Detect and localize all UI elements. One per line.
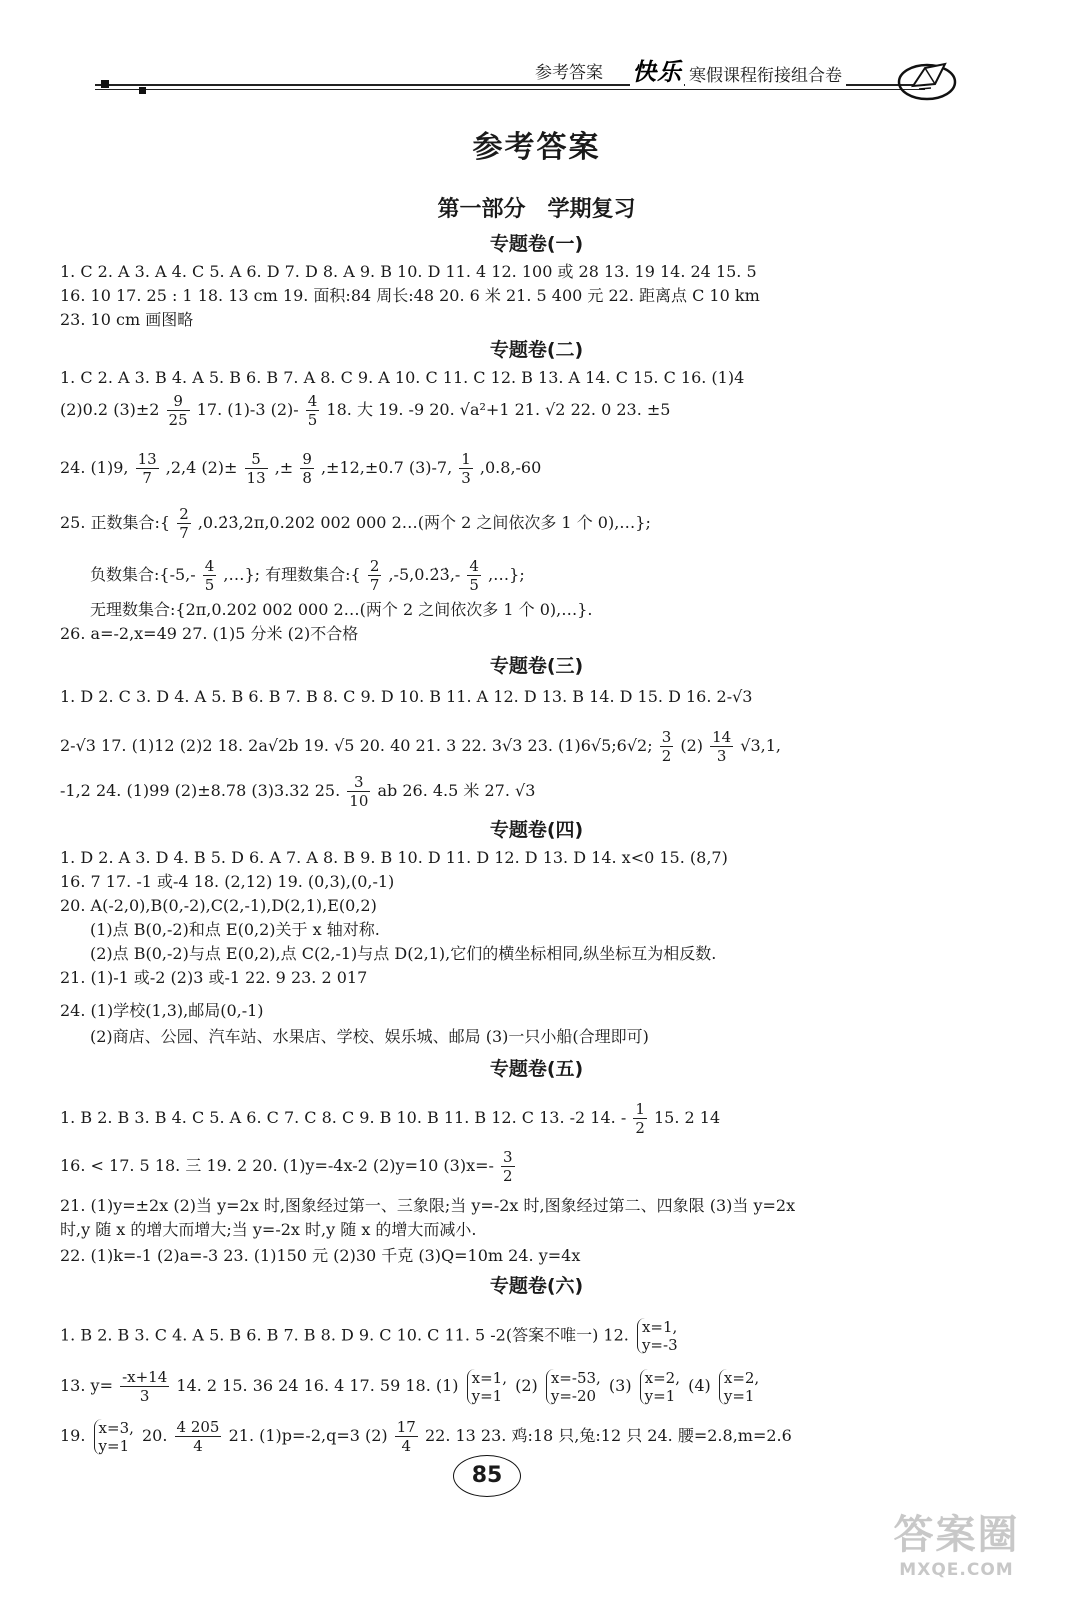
part-heading	[0, 192, 1073, 223]
answer-line: 23. 10 cm 画图略	[60, 310, 194, 329]
text-run: ,2,4 (2)±	[165, 458, 238, 477]
answer-line	[60, 392, 671, 429]
answer-line	[60, 728, 781, 765]
equation: y=1	[471, 1386, 503, 1405]
answer-line: 24. (1)学校(1,3),邮局(0,-1)	[60, 1001, 264, 1020]
numerator: 4 205	[176, 1418, 220, 1436]
text-run: 19.	[60, 1426, 86, 1445]
equation-system	[640, 1369, 680, 1405]
denominator: 4	[193, 1437, 203, 1455]
numerator: 3	[661, 728, 672, 746]
answer-line: (2)商店、公园、汽车站、水果店、学校、娱乐城、邮局 (3)一只小船(合理即可)	[90, 1027, 649, 1046]
answer-line: (1)点 B(0,-2)和点 E(0,2)关于 x 轴对称.	[90, 920, 380, 939]
fraction	[467, 557, 481, 594]
text-run: 25. 正数集合:{	[60, 513, 171, 532]
numerator: 17	[396, 1418, 416, 1436]
text-run: ,0.2̇3̇,2π,0.202 002 000 2…(两个 2 之间依次多 1 个 0),…};	[197, 513, 651, 532]
answer-line	[60, 1318, 681, 1354]
numerator: 9	[167, 392, 190, 411]
fraction	[395, 1418, 418, 1455]
text-run: √3,1,	[740, 736, 782, 755]
fraction	[203, 557, 217, 594]
denominator: 5	[204, 576, 215, 594]
numerator: 3	[347, 773, 370, 792]
numerator: 13	[137, 450, 157, 468]
text-run: (4)	[688, 1376, 711, 1395]
denominator: 25	[168, 411, 188, 429]
fraction	[347, 773, 370, 810]
text-run: ,0.8,-60	[479, 458, 542, 477]
text-run: 24. (1)9,	[60, 458, 129, 477]
denominator: 3	[716, 747, 727, 765]
text-run: ab 26. 4.5 米 27. √3	[377, 781, 536, 800]
equation-system	[637, 1318, 678, 1354]
answer-line: (2)点 B(0,-2)与点 E(0,2),点 C(2,-1)与点 D(2,1),它们的横坐标相同,纵坐标互为相反数.	[90, 944, 717, 963]
section-heading-1: 专题卷(一)	[489, 233, 584, 255]
denominator: 2	[503, 1167, 513, 1185]
fraction	[177, 505, 191, 542]
text-run: 1. B 2. B 3. B 4. C 5. A 6. C 7. C 8. C 9. B 10. B 11. B 12. C 13. -2 14. -	[60, 1108, 627, 1127]
denominator: 10	[349, 792, 369, 810]
answer-line: 1. C 2. A 3. B 4. A 5. B 6. B 7. A 8. C 9. A 10. C 11. C 12. B 13. A 14. C 15. C 16. (1)4	[60, 368, 745, 387]
equation-system	[719, 1369, 759, 1405]
answer-line: 1. D 2. A 3. D 4. B 5. D 6. A 7. A 8. B 9. B 10. D 11. D 12. D 13. D 14. x<0 15. (8,7)	[60, 848, 728, 867]
answer-line: 1. D 2. C 3. D 4. A 5. B 6. B 7. B 8. C 9. D 10. B 11. A 12. D 13. B 14. D 15. D 16. 2-√3	[60, 687, 753, 706]
answer-line: 时,y 随 x 的增大而增大;当 y=-2x 时,y 随 x 的增大而减小.	[60, 1220, 477, 1239]
watermark	[864, 1503, 1049, 1580]
answer-line	[60, 1418, 792, 1455]
answer-line	[60, 773, 535, 810]
denominator: 5	[469, 576, 479, 594]
fraction	[300, 450, 314, 487]
denominator: 7	[369, 576, 380, 594]
book-icon	[897, 56, 959, 102]
text-run: 22. 13 23. 鸡:18 只,兔:12 只 24. 腰=2.8,m=2.6	[424, 1426, 792, 1445]
text-run: ,-5,0.2̇3̇,-	[388, 565, 461, 584]
answer-line	[60, 1148, 517, 1185]
answer-line: 1. C 2. A 3. A 4. C 5. A 6. D 7. D 8. A 9. B 10. D 11. 4 12. 100 或 28 13. 19 14. 24 15. 5	[60, 262, 757, 281]
answer-line: 16. 10 17. 25 : 1 18. 13 cm 19. 面积:84 周长:48 20. 6 米 21. 5 400 元 22. 距离点 C 10 km	[60, 286, 760, 305]
denominator: 5	[307, 411, 318, 429]
equation: x=2,	[644, 1368, 680, 1387]
text-run: ,±12,±0.7 (3)-7,	[320, 458, 453, 477]
answer-line: 无理数集合:{2π,0.202 002 000 2…(两个 2 之间依次多 1 个 0),…}.	[90, 600, 593, 619]
fraction	[120, 1368, 169, 1405]
equation: x=2,	[723, 1368, 760, 1387]
fraction	[167, 392, 190, 429]
section-heading-3: 专题卷(三)	[489, 655, 584, 677]
equation: y=-3	[641, 1336, 678, 1354]
page-header	[95, 58, 965, 108]
answer-line	[60, 505, 651, 542]
section-heading-5: 专题卷(五)	[489, 1058, 584, 1080]
fraction	[306, 392, 320, 429]
denominator: 2	[661, 747, 672, 765]
numerator: 2	[179, 505, 189, 523]
equation: y=1	[644, 1386, 676, 1405]
equation-system	[546, 1369, 601, 1405]
answer-line: 22. (1)k=-1 (2)a=-3 23. (1)150 元 (2)30 千克 (3)Q=10m 24. y=4x	[60, 1246, 581, 1265]
answer-line: 21. (1)-1 或-2 (2)3 或-1 22. 9 23. 2 017	[60, 968, 368, 987]
answer-line: 21. (1)y=±2x (2)当 y=2x 时,图象经过第一、三象限;当 y=-2x 时,图象经过第二、四象限 (3)当 y=2x	[60, 1196, 796, 1215]
page-number: 85	[453, 1455, 521, 1497]
equation: x=1,	[471, 1368, 507, 1387]
header-square-marker	[101, 80, 109, 88]
header-label: 参考答案	[529, 58, 609, 83]
text-run: (3)	[608, 1376, 632, 1395]
text-run: 14. 2 15. 36 24 16. 4 17. 59 18. (1)	[176, 1376, 459, 1395]
numerator: -x+14	[122, 1368, 168, 1386]
denominator: 2	[635, 1119, 645, 1137]
denominator: 4	[401, 1437, 412, 1455]
text-run: 21. (1)p=-2,q=3 (2)	[228, 1426, 388, 1445]
equation-system	[467, 1369, 507, 1405]
denominator: 7	[142, 469, 152, 487]
section-heading-2: 专题卷(二)	[489, 339, 584, 361]
numerator: 4	[307, 392, 318, 410]
fraction	[459, 450, 473, 487]
numerator: 4	[469, 557, 479, 575]
part-name: 学期复习	[547, 197, 636, 222]
fraction	[245, 450, 268, 487]
part-number: 第一部分	[437, 197, 526, 222]
text-run: 20.	[141, 1426, 168, 1445]
denominator: 3	[461, 469, 471, 487]
text-run: 15. 2 14	[653, 1108, 721, 1127]
numerator: 3	[503, 1148, 513, 1166]
answer-line	[60, 450, 541, 487]
answer-line: 16. 7 17. -1 或-4 18. (2,12) 19. (0,3),(0,-1)	[60, 872, 395, 891]
equation: x=-53,	[550, 1368, 601, 1387]
watermark-url: MXQE.COM	[899, 1560, 1014, 1580]
text-run: ,…};	[488, 565, 525, 584]
fraction	[633, 1100, 647, 1137]
answer-line: 26. a=-2,x=49 27. (1)5 分米 (2)不合格	[60, 624, 359, 643]
fraction	[136, 450, 159, 487]
text-run: 1. B 2. B 3. C 4. A 5. B 6. B 7. B 8. D 9. C 10. C 11. 5 -2(答案不唯一) 12.	[60, 1325, 629, 1345]
fraction	[710, 728, 733, 765]
watermark-text: 答案圈	[893, 1512, 1020, 1558]
header-square-marker-small	[139, 87, 146, 94]
text-run: (2)	[515, 1376, 538, 1395]
answer-line	[90, 557, 525, 594]
equation: y=1	[98, 1436, 130, 1455]
text-run: ,±	[274, 458, 294, 477]
text-run: (2)0.2 (3)±2	[60, 400, 160, 419]
answer-line	[60, 1368, 762, 1405]
text-run: 16. < 17. 5 18. 三 19. 2 20. (1)y=-4x-2 (2)y=10 (3)x=-	[60, 1156, 494, 1175]
header-brand: 快乐	[630, 52, 684, 87]
text-run: (2)	[680, 736, 703, 755]
numerator: 2	[369, 557, 380, 575]
numerator: 9	[302, 450, 312, 468]
denominator: 3	[139, 1387, 150, 1405]
text-run: 18. 大 19. -9 20. √a²+1 21. √2 22. 0 23. ±5	[326, 400, 671, 419]
section-heading-6: 专题卷(六)	[489, 1275, 584, 1297]
denominator: 7	[179, 524, 189, 542]
equation: y=-20	[550, 1386, 597, 1405]
numerator: 1	[635, 1100, 645, 1118]
equation: y=1	[723, 1386, 755, 1405]
equation: x=3,	[98, 1418, 134, 1437]
page-title: 参考答案	[472, 130, 601, 165]
text-run: ,…}; 有理数集合:{	[223, 565, 361, 584]
section-heading-4: 专题卷(四)	[489, 819, 584, 841]
answer-line: 20. A(-2,0),B(0,-2),C(2,-1),D(2,1),E(0,2)	[60, 896, 377, 915]
text-run: 17. (1)-3 (2)-	[196, 400, 299, 419]
fraction	[368, 557, 382, 594]
equation-system	[94, 1419, 134, 1455]
numerator: 1	[461, 450, 471, 468]
answer-line	[60, 1100, 720, 1137]
text-run: 负数集合:{-5,-	[90, 565, 196, 584]
equation: x=1,	[641, 1318, 678, 1336]
fraction	[175, 1418, 222, 1455]
denominator: 8	[302, 469, 312, 487]
numerator: 5	[245, 450, 268, 469]
fraction	[501, 1148, 515, 1185]
fraction	[660, 728, 674, 765]
header-series-title: 寒假课程衔接组合卷	[685, 61, 846, 86]
text-run: -1,2 24. (1)99 (2)±8.78 (3)3.32 25.	[60, 781, 341, 800]
text-run: 2-√3 17. (1)12 (2)2 18. 2a√2b 19. √5 20. 40 21. 3 22. 3√3 23. (1)6√5;6√2;	[60, 736, 653, 755]
numerator: 14	[712, 728, 732, 746]
numerator: 4	[204, 557, 215, 575]
header-rule-thin	[95, 89, 925, 90]
text-run: 13. y=	[60, 1376, 113, 1395]
denominator: 13	[246, 469, 266, 487]
